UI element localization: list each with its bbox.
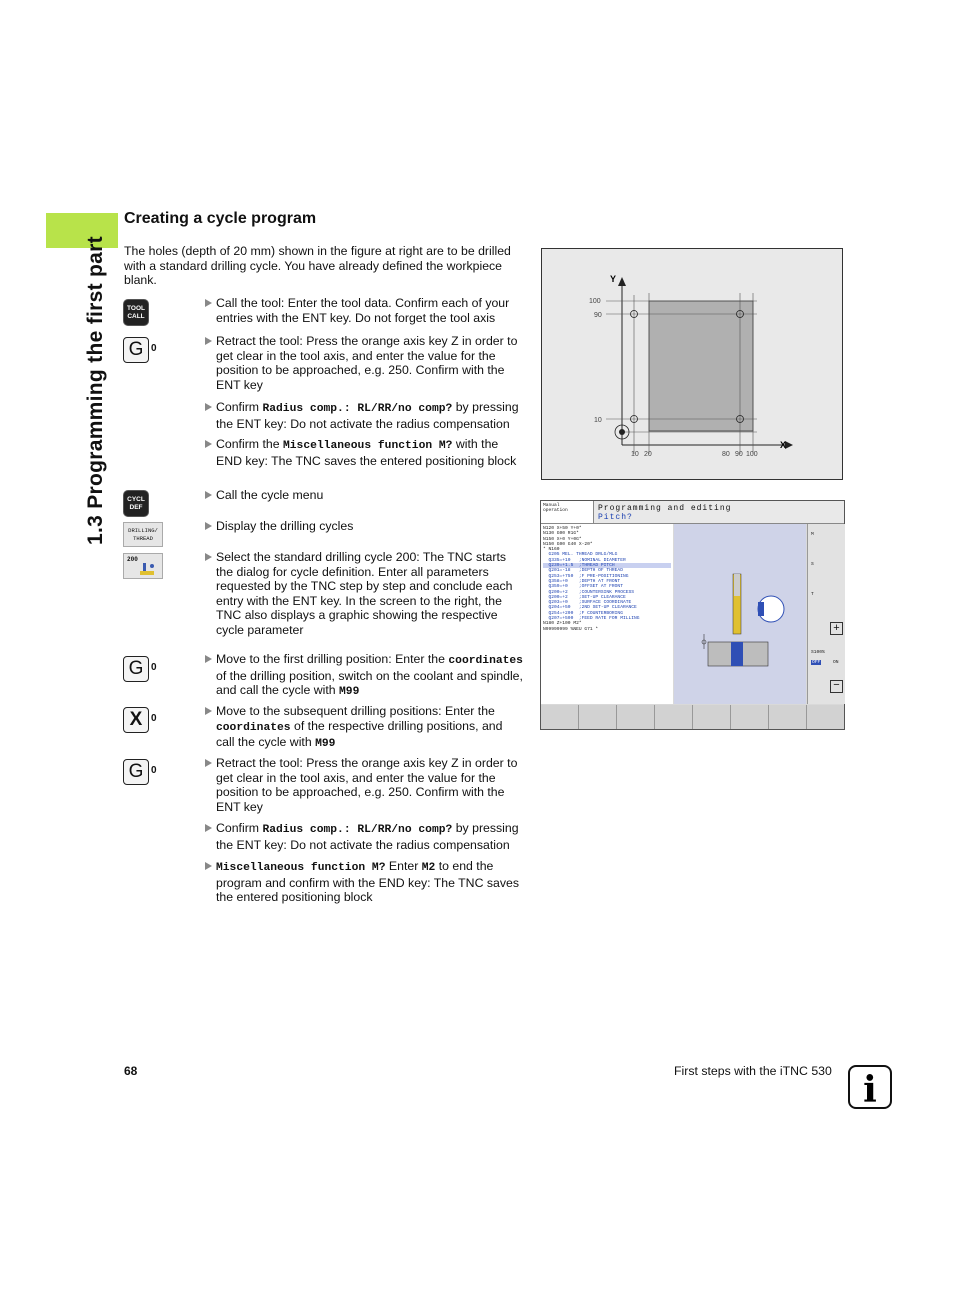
step-item bbox=[205, 437, 523, 468]
bullet-arrow-icon bbox=[205, 707, 212, 715]
step-item bbox=[205, 296, 523, 325]
bullet-arrow-icon bbox=[205, 553, 212, 561]
bullet-arrow-icon bbox=[205, 824, 212, 832]
code-term: Radius comp.: RL/RR/no comp? bbox=[262, 403, 453, 415]
y-axis-label: Y bbox=[610, 274, 617, 284]
bullet-arrow-icon bbox=[205, 759, 212, 767]
g-key[interactable]: G bbox=[123, 656, 149, 682]
step-item bbox=[205, 488, 523, 503]
y-tick-label: 90 bbox=[594, 312, 602, 319]
program-line: N120 X+50 Y+0* bbox=[543, 526, 582, 531]
page-heading: Creating a cycle program bbox=[124, 210, 317, 227]
step-item bbox=[205, 334, 523, 392]
x-tick-label: 80 bbox=[722, 451, 730, 458]
step-item bbox=[205, 550, 523, 637]
program-line: Q359=+0 ;OFFSET AT FRONT bbox=[543, 584, 623, 590]
program-line: Q201=-18 ;DEPTH OF THREAD bbox=[543, 568, 623, 574]
g-key-zero: 0 bbox=[151, 343, 157, 354]
step-text: Select the standard drilling cycle 200: The TNC starts the dialog for cycle definition. Enter all parameters requested by the TNC step by step and conclude each entry with the ENT key. In the screen to the right, the TNC also displays a graphic showing the respective cycle parameter bbox=[216, 550, 513, 637]
program-line: Q200=+2 ;SET-UP CLEARANCE bbox=[543, 594, 626, 600]
code-term: M99 bbox=[315, 738, 336, 750]
step-item bbox=[205, 821, 523, 852]
step-text: Display the drilling cycles bbox=[216, 519, 354, 533]
softkey-slot[interactable] bbox=[579, 705, 617, 729]
plus-icon[interactable]: + bbox=[830, 622, 843, 635]
x-tick-label: 100 bbox=[746, 451, 758, 458]
bullet-arrow-icon bbox=[205, 862, 212, 870]
step-text: Call the tool: Enter the tool data. Confirm each of your entries with the ENT key. Do not forget the tool axis bbox=[216, 296, 510, 325]
program-line: N99999999 %NEU G71 * bbox=[543, 626, 599, 632]
step-text: Enter bbox=[385, 859, 422, 873]
code-term: Miscellaneous function M? bbox=[282, 440, 453, 452]
softkey-slot[interactable] bbox=[617, 705, 655, 729]
step-item bbox=[205, 756, 523, 814]
softkey-slot[interactable] bbox=[769, 705, 807, 729]
program-line: N130 G00 R1G* bbox=[543, 531, 579, 537]
drill-graphic-icon bbox=[140, 562, 158, 576]
program-listing bbox=[541, 524, 673, 704]
step-text: to end the program and confirm with the END key: The TNC saves the entered positioning block bbox=[216, 859, 519, 904]
g-key[interactable]: G bbox=[123, 337, 149, 363]
program-line: Q253=+750 ;F PRE-POSITIONING bbox=[543, 573, 629, 579]
step-text: of the drilling position, switch on the coolant and spindle, and call the cycle with bbox=[216, 668, 523, 697]
step-item bbox=[205, 704, 523, 752]
bullet-arrow-icon bbox=[205, 403, 212, 411]
mode-box: Manual operation bbox=[541, 501, 594, 524]
code-term: Radius comp.: RL/RR/no comp? bbox=[262, 824, 453, 836]
softkey-slot[interactable] bbox=[655, 705, 693, 729]
intro-paragraph: The holes (depth of 20 mm) shown in the figure at right are to be drilled with a standard drilling cycle. You have already defined the workpiece blank. bbox=[124, 244, 511, 287]
step-text: by pressing the ENT key: Do not activate the radius compensation bbox=[216, 821, 519, 852]
bullet-arrow-icon bbox=[205, 337, 212, 345]
code-term: M99 bbox=[339, 686, 360, 698]
x-axis-key[interactable]: X bbox=[123, 707, 149, 733]
g-key-zero: 0 bbox=[151, 765, 157, 776]
y-tick-label: 10 bbox=[594, 417, 602, 424]
program-line: Q200=+2 ;COUNTERSINK PROCESS bbox=[543, 589, 634, 595]
workpiece-drawing bbox=[542, 249, 842, 479]
step-text: Move to the first drilling position: Enter the bbox=[216, 652, 449, 666]
step-text: Retract the tool: Press the orange axis key Z in order to get clear in the tool axis, and enter the value for the position to be approached, e.g. 250. Confirm with the ENT key bbox=[216, 756, 518, 814]
program-line: N150 X+0 Y+0G* bbox=[543, 536, 582, 542]
softkey-slot[interactable] bbox=[693, 705, 731, 729]
step-item bbox=[205, 519, 523, 534]
g-key[interactable]: G bbox=[123, 759, 149, 785]
page-number: 68 bbox=[124, 1064, 138, 1078]
footer-title: First steps with the iTNC 530 bbox=[674, 1064, 832, 1078]
program-line: * N160 bbox=[543, 547, 560, 553]
x-axis-label: X bbox=[780, 440, 787, 450]
cycle-help-graphic bbox=[674, 524, 806, 704]
program-line: N180 Z+100 M2* bbox=[543, 621, 582, 627]
step-text: with the END key: The TNC saves the entered positioning block bbox=[216, 437, 517, 468]
program-line: Q335=+10 ;NOMINAL DIAMETER bbox=[543, 557, 626, 563]
g-key-zero: 0 bbox=[151, 662, 157, 673]
softkey-row bbox=[541, 705, 844, 729]
bullet-arrow-icon bbox=[205, 522, 212, 530]
code-term: M2 bbox=[421, 862, 436, 874]
section-title-vertical: 1.3 Programming the first part bbox=[84, 236, 107, 545]
code-term: Miscellaneous function M? bbox=[216, 862, 386, 874]
step-item bbox=[205, 652, 523, 700]
program-line: Q207=+500 ;FEED RATE FOR MILLING bbox=[543, 616, 640, 622]
x-tick-label: 10 bbox=[631, 451, 639, 458]
code-term: coordinates bbox=[216, 721, 291, 734]
step-text: Confirm the bbox=[216, 437, 283, 451]
bullet-arrow-icon bbox=[205, 299, 212, 307]
code-term: coordinates bbox=[448, 655, 523, 667]
bullet-arrow-icon bbox=[205, 440, 212, 448]
step-item bbox=[205, 859, 523, 905]
softkey-slot[interactable] bbox=[731, 705, 769, 729]
bullet-arrow-icon bbox=[205, 655, 212, 663]
bullet-arrow-icon bbox=[205, 491, 212, 499]
program-line: N150 G00 G40 X-20* bbox=[543, 541, 593, 547]
side-status-panel: M S T S100% OFF ON + − bbox=[807, 524, 845, 704]
step-text: Retract the tool: Press the orange axis key Z in order to get clear in the tool axis, and enter the value for the position to be approached, e.g. 250. Confirm with the ENT key bbox=[216, 334, 518, 392]
workpiece-figure bbox=[541, 248, 843, 480]
step-text: of the respective drilling positions, and call the cycle with bbox=[216, 718, 503, 749]
step-text: Confirm bbox=[216, 400, 263, 414]
info-icon bbox=[848, 1065, 892, 1109]
step-text: Call the cycle menu bbox=[216, 488, 324, 502]
program-line: Q358=+0 ;DEPTH AT FRONT bbox=[543, 578, 621, 584]
softkey-slot[interactable] bbox=[807, 705, 844, 729]
program-line: Q239=+1.5 ;THREAD PITCH bbox=[543, 563, 671, 568]
x-tick-label: 20 bbox=[644, 451, 652, 458]
program-line: G205 MEL. THREAD DRLG/MLG bbox=[543, 552, 618, 558]
program-line: Q203=+0 ;SURFACE COORDINATE bbox=[543, 600, 632, 606]
tnc-screen bbox=[540, 500, 845, 730]
minus-icon[interactable]: − bbox=[830, 680, 843, 693]
program-line: Q254=+200 ;F COUNTERBORING bbox=[543, 610, 623, 616]
thread-milling-graphic bbox=[674, 524, 806, 704]
x-key-zero: 0 bbox=[151, 713, 157, 724]
program-line: Q204=+50 ;2ND SET-UP CLEARANCE bbox=[543, 605, 637, 611]
drilling-thread-softkey[interactable]: DRILLING/ THREAD bbox=[123, 522, 163, 547]
x-tick-label: 90 bbox=[735, 451, 743, 458]
cycl-def-key[interactable]: CYCL DEF bbox=[124, 491, 148, 516]
y-tick-label: 100 bbox=[589, 298, 601, 305]
cycle-200-softkey[interactable]: 200 bbox=[123, 553, 163, 579]
softkey-slot[interactable] bbox=[541, 705, 579, 729]
step-text: by pressing the ENT key: Do not activate the radius compensation bbox=[216, 400, 519, 431]
svg-text:i: i bbox=[863, 1069, 877, 1109]
step-text: Move to the subsequent drilling positions: Enter the bbox=[216, 704, 495, 718]
screen-header: Programming and editing Pitch? bbox=[594, 501, 844, 524]
workpiece-blank bbox=[649, 301, 753, 431]
step-text: Confirm bbox=[216, 821, 263, 835]
tool-call-key[interactable]: TOOL CALL bbox=[124, 300, 148, 325]
step-item bbox=[205, 400, 523, 431]
